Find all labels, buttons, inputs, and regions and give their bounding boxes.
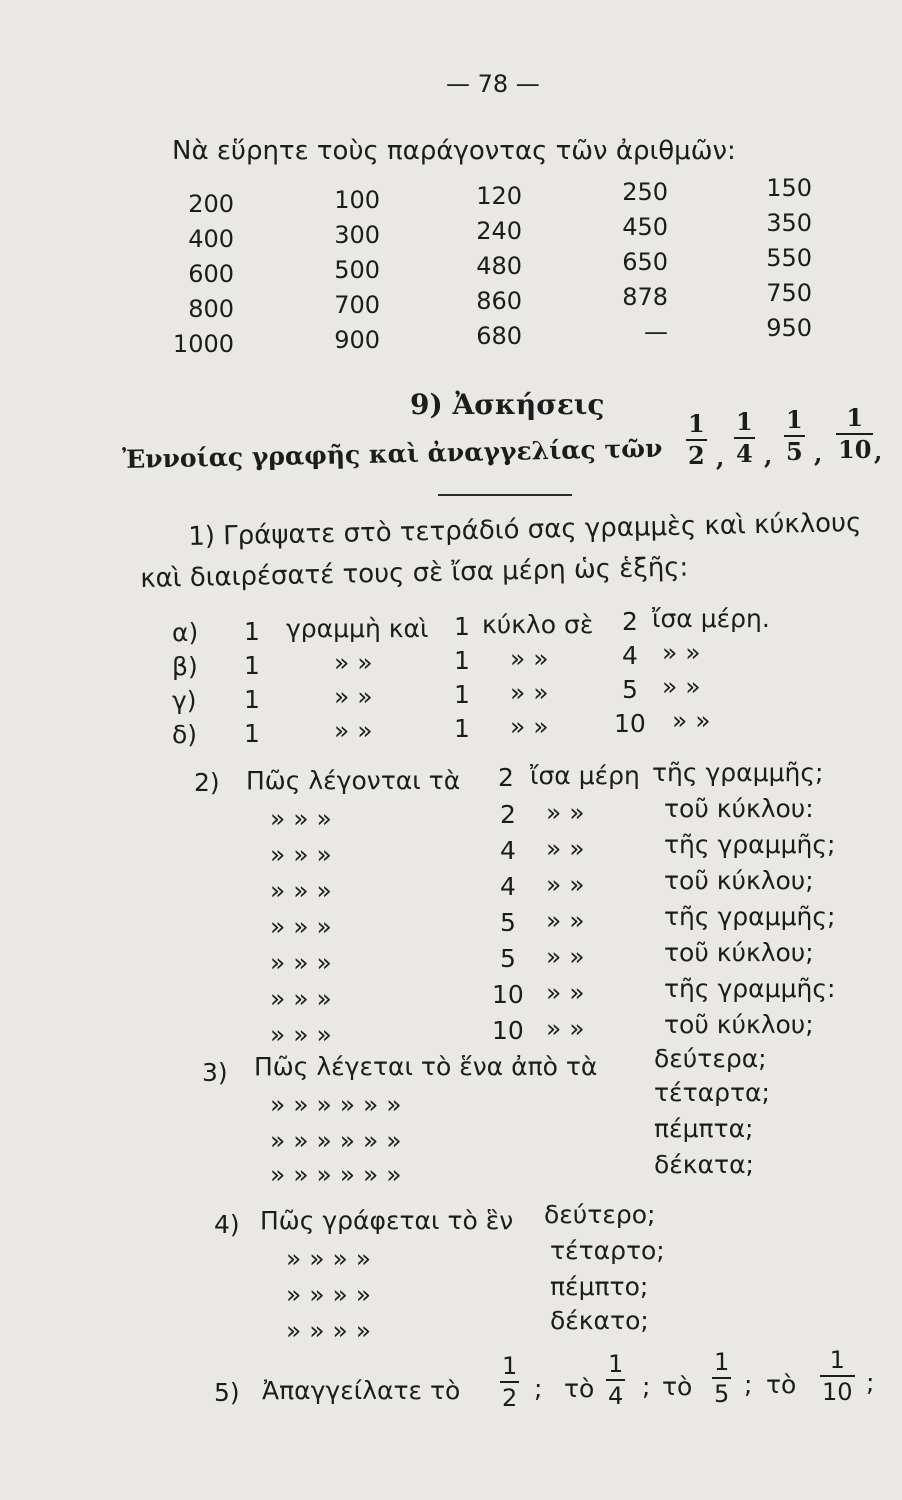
list-text: πέμπτο;: [550, 1272, 649, 1301]
list-text: » »: [510, 712, 549, 741]
list-value: 1: [244, 719, 260, 748]
list-text: » »: [662, 638, 701, 667]
list-text: τῆς γραμμῆς:: [664, 974, 836, 1003]
list-text: » » » » » »: [270, 1126, 402, 1155]
list-text: » » »: [270, 948, 332, 977]
list-text: » »: [546, 906, 585, 935]
list-text: » » » »: [286, 1316, 372, 1345]
table-cell: 860: [476, 287, 522, 315]
table-cell: 550: [766, 244, 812, 272]
list-text: τέταρτο;: [550, 1236, 665, 1265]
list-text: » » »: [270, 1020, 332, 1049]
table-cell: 878: [622, 283, 668, 311]
list-text: » » »: [270, 984, 332, 1013]
ex5-word: τὸ: [564, 1374, 595, 1403]
fraction-fifth: [784, 405, 805, 466]
list-text: τοῦ κύκλου:: [664, 794, 814, 823]
list-text: Πῶς γράφεται τὸ ἓν: [260, 1206, 514, 1235]
fraction-quarter: [606, 1352, 625, 1408]
table-cell: 350: [766, 209, 812, 237]
table-cell: 240: [476, 217, 522, 245]
ex5-word: τὸ: [662, 1372, 693, 1401]
fraction-numerator: 1: [502, 1352, 518, 1380]
list-text: τέταρτα;: [654, 1078, 770, 1107]
table-cell: 150: [766, 174, 812, 202]
fraction-tenth: [836, 403, 873, 464]
table-cell: 200: [188, 190, 234, 218]
list-value: 5: [622, 675, 638, 704]
list-label: γ): [172, 686, 197, 715]
section-heading: 9) Ἀσκήσεις: [410, 388, 605, 421]
list-text: » » » »: [286, 1244, 372, 1273]
fraction-bar: [606, 1379, 625, 1381]
list-text: ἴσα μέρη: [530, 761, 640, 790]
list-text: τοῦ κύκλου;: [664, 1010, 814, 1039]
ex5-word: τὸ: [766, 1370, 797, 1399]
fraction-bar: [712, 1377, 731, 1379]
ex3-label: 3): [202, 1058, 228, 1087]
list-text: δεύτερα;: [654, 1044, 767, 1073]
list-text: » »: [672, 706, 711, 735]
list-text: » » » »: [286, 1280, 372, 1309]
list-text: » »: [510, 678, 549, 707]
list-label: α): [172, 618, 199, 647]
list-text: » »: [334, 716, 373, 745]
list-value: 1: [244, 651, 260, 680]
list-text: ἴσα μέρη.: [652, 604, 770, 633]
list-value: 1: [244, 617, 260, 646]
fraction-half: [686, 409, 707, 470]
list-value: 10: [492, 980, 524, 1009]
fraction-denominator: 5: [786, 437, 803, 466]
list-text: » » »: [270, 804, 332, 833]
list-text: » » »: [270, 840, 332, 869]
list-value: 1: [454, 680, 470, 709]
table-cell: 100: [334, 186, 380, 214]
ex5-label: 5): [214, 1378, 240, 1407]
table-cell: 300: [334, 221, 380, 249]
list-value: 10: [614, 709, 646, 738]
table-cell: 480: [476, 252, 522, 280]
fraction-denominator: 10: [822, 1378, 853, 1406]
list-value: 1: [454, 646, 470, 675]
list-text: τῆς γραμμῆς;: [664, 902, 836, 931]
fraction-separator: ,: [716, 443, 725, 472]
list-value: 1: [454, 612, 470, 641]
list-value: 4: [500, 836, 516, 865]
table-cell: 450: [622, 213, 668, 241]
list-text: τῆς γραμμῆς;: [664, 830, 836, 859]
table-cell: 400: [188, 225, 234, 253]
table-cell: 900: [334, 326, 380, 354]
list-text: » » » » » »: [270, 1090, 402, 1119]
fraction-separator: ,: [874, 437, 883, 466]
fraction-numerator: 1: [846, 403, 864, 432]
list-text: δεύτερο;: [544, 1200, 656, 1229]
fraction-quarter: [734, 407, 755, 468]
table-cell: 120: [476, 182, 522, 210]
list-value: 2: [500, 800, 516, 829]
fraction-denominator: 5: [714, 1380, 730, 1408]
fraction-separator: ;: [866, 1368, 875, 1397]
table-cell: 700: [334, 291, 380, 319]
list-label: δ): [172, 720, 198, 749]
fraction-numerator: 1: [786, 405, 803, 434]
ex1-line2: καὶ διαιρέσατέ τους σὲ ἴσα μέρη ὡς ἑξῆς:: [139, 552, 689, 594]
fraction-denominator: 2: [502, 1384, 518, 1412]
table-cell: 800: [188, 295, 234, 323]
list-text: » » »: [270, 876, 332, 905]
list-value: 4: [500, 872, 516, 901]
list-text: » » » » » »: [270, 1160, 402, 1189]
list-value: 2: [498, 763, 514, 792]
ex4-label: 4): [214, 1210, 240, 1239]
page-number: — 78 —: [446, 70, 540, 98]
fraction-denominator: 10: [838, 435, 872, 464]
list-text: » »: [334, 682, 373, 711]
list-text: » »: [546, 834, 585, 863]
ex2-label: 2): [194, 768, 220, 797]
fraction-numerator: 1: [608, 1350, 624, 1378]
fraction-separator: ,: [814, 439, 823, 468]
fraction-bar: [820, 1375, 855, 1377]
intro-text: Νὰ εὕρητε τοὺς παράγοντας τῶν ἀριθμῶν:: [172, 136, 736, 166]
ex1-line1: 1) Γράψατε στὸ τετράδιό σας γραμμὲς καὶ κύκλους: [187, 507, 862, 552]
fraction-separator: ,: [764, 441, 773, 470]
list-text: τοῦ κύκλου;: [664, 866, 814, 895]
fraction-tenth: [820, 1348, 855, 1404]
table-cell: 680: [476, 322, 522, 350]
table-cell: 500: [334, 256, 380, 284]
fraction-bar: [500, 1381, 519, 1383]
fraction-numerator: 1: [688, 409, 705, 438]
list-text: » »: [546, 1014, 585, 1043]
section-subtitle: Ἐννοίας γραφῆς καὶ ἀναγγελίας τῶν: [121, 433, 663, 474]
list-text: Πῶς λέγονται τὰ: [246, 766, 461, 795]
fraction-numerator: 1: [714, 1348, 730, 1376]
list-value: 1: [454, 714, 470, 743]
list-text: κύκλο σὲ: [482, 610, 594, 639]
list-value: 5: [500, 908, 516, 937]
table-cell: 1000: [172, 330, 234, 358]
list-value: 5: [500, 944, 516, 973]
fraction-half: [500, 1354, 519, 1410]
list-text: » »: [546, 870, 585, 899]
table-cell: 250: [622, 178, 668, 206]
fraction-numerator: 1: [736, 407, 753, 436]
fraction-fifth: [712, 1350, 731, 1406]
list-text: τῆς γραμμῆς;: [652, 758, 824, 787]
list-text: δέκατο;: [550, 1306, 649, 1335]
list-text: » »: [334, 648, 373, 677]
list-text: » »: [546, 942, 585, 971]
table-cell: 750: [766, 279, 812, 307]
list-text: τοῦ κύκλου;: [664, 938, 814, 967]
divider: [438, 494, 572, 496]
list-text: » »: [662, 672, 701, 701]
list-text: » »: [510, 644, 549, 673]
list-value: 10: [492, 1016, 524, 1045]
fraction-separator: ;: [534, 1374, 543, 1403]
ex5-text: Ἀπαγγείλατε τὸ: [262, 1376, 461, 1405]
list-text: » »: [546, 798, 585, 827]
list-value: 1: [244, 685, 260, 714]
fraction-numerator: 1: [829, 1346, 845, 1374]
list-text: » »: [546, 978, 585, 1007]
fraction-denominator: 4: [736, 439, 753, 468]
fraction-separator: ;: [642, 1372, 651, 1401]
table-cell: —: [644, 318, 668, 346]
fraction-denominator: 4: [608, 1382, 624, 1410]
table-cell: 950: [766, 314, 812, 342]
list-text: πέμπτα;: [654, 1114, 754, 1143]
list-text: » » »: [270, 912, 332, 941]
list-value: 2: [622, 607, 638, 636]
fraction-denominator: 2: [688, 441, 705, 470]
list-value: 4: [622, 641, 638, 670]
table-cell: 600: [188, 260, 234, 288]
table-cell: 650: [622, 248, 668, 276]
list-text: γραμμὴ καὶ: [286, 614, 429, 643]
list-text: δέκατα;: [654, 1150, 754, 1179]
list-label: β): [172, 652, 198, 681]
list-text: Πῶς λέγεται τὸ ἕνα ἀπὸ τὰ: [254, 1052, 598, 1081]
fraction-separator: ;: [744, 1370, 753, 1399]
